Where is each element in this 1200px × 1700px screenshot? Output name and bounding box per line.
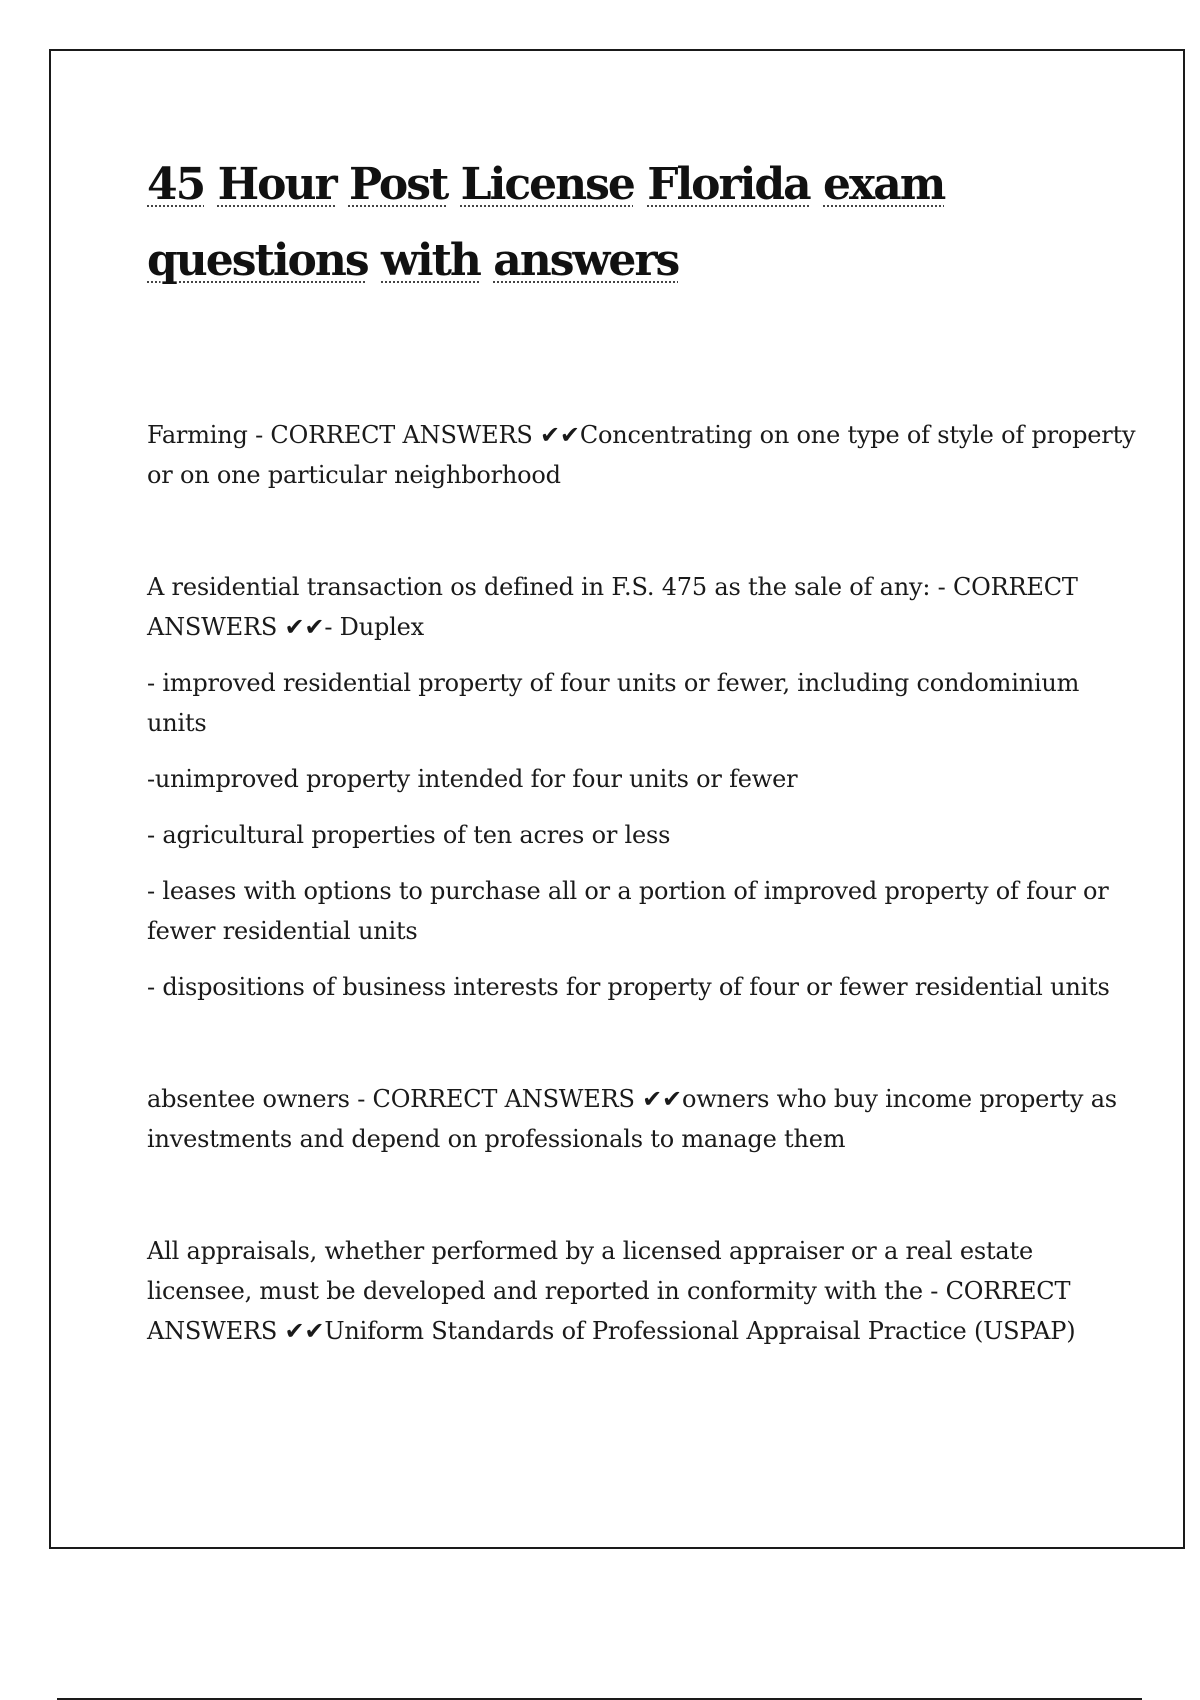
document-title	[147, 147, 1137, 299]
qa-entry	[147, 1231, 1137, 1351]
qa-entry	[147, 415, 1137, 495]
question-text: absentee owners - CORRECT ANSWERS ✔✔	[147, 1085, 682, 1113]
answer-line: - leases with options to purchase all or a portion of improved property of four or fewer residential units	[147, 877, 1109, 945]
qa-paragraph	[147, 567, 1137, 647]
title-word: answers	[493, 235, 679, 286]
title-word: License	[460, 159, 634, 210]
answer-text: owners who buy income property as investments and depend on professionals to manage them	[147, 1085, 1117, 1153]
answer-line: - improved residential property of four units or fewer, including condominium units	[147, 669, 1080, 737]
title-word: Hour	[217, 159, 336, 210]
qa-paragraph	[147, 1231, 1137, 1351]
title-word: 45	[147, 159, 205, 210]
qa-paragraph	[147, 415, 1137, 495]
title-word: Florida	[647, 159, 810, 210]
page-frame	[49, 49, 1185, 1549]
answer-line: - agricultural properties of ten acres or less	[147, 821, 671, 849]
title-word: with	[381, 235, 480, 286]
answer-text: Concentrating on one type of style of property or on one particular neighborhood	[147, 421, 1136, 489]
title-word: questions	[147, 235, 368, 286]
qa-entry	[147, 567, 1137, 1007]
question-text: A residential transaction os defined in F.S. 475 as the sale of any: - CORRECT ANSWERS ✔✔	[147, 573, 1078, 641]
question-text: All appraisals, whether performed by a licensed appraiser or a real estate licensee, must be developed and reported in conformity with the - CORRECT ANSWERS ✔✔	[147, 1237, 1071, 1345]
qa-paragraph	[147, 1079, 1137, 1159]
page-content	[147, 147, 1137, 1351]
title-word: Post	[348, 159, 448, 210]
qa-entry	[147, 1079, 1137, 1159]
question-text: Farming - CORRECT ANSWERS ✔✔	[147, 421, 580, 449]
answer-text: Uniform Standards of Professional Appraisal Practice (USPAP)	[324, 1317, 1076, 1345]
answer-text: - Duplex	[324, 613, 424, 641]
answer-line: - dispositions of business interests for property of four or fewer residential units	[147, 973, 1110, 1001]
title-word: exam	[823, 159, 945, 210]
answer-line: -unimproved property intended for four units or fewer	[147, 765, 798, 793]
